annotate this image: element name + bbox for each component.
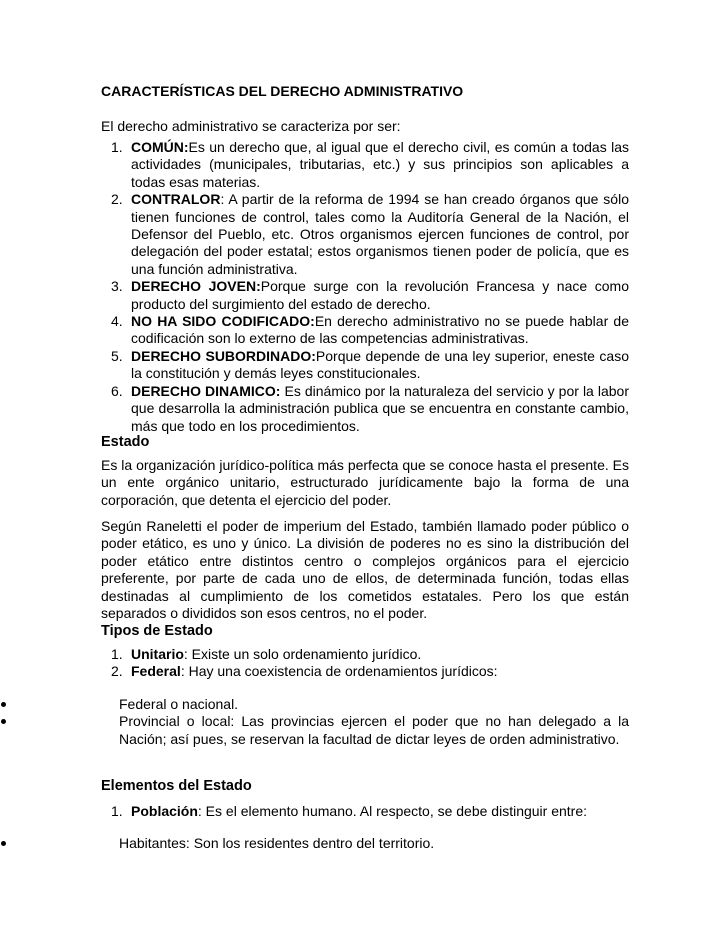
list-item [101, 191, 629, 278]
list-number: 1. [111, 803, 123, 819]
list-number: 2. [111, 663, 123, 680]
list-text: Es un derecho que, al igual que el derecho civil, es común a todas las actividades (municipales, tributarias, etc.) y sus principios son aplicables a todas esas materias. [131, 139, 629, 190]
list-number: 2. [111, 191, 123, 208]
list-term: Población [131, 803, 198, 819]
list-item [101, 313, 629, 348]
list-number: 1. [111, 646, 123, 662]
intro-text: El derecho administrativo se caracteriza por ser: [101, 118, 401, 134]
section-heading-elementos: Elementos del Estado [101, 778, 252, 794]
estado-paragraph-2: Según Raneletti el poder de imperium del Estado, también llamado poder público o poder etático, es uno y único. La división de poderes no es sino la distribución del poder etático entre distintos centro o complejos orgánicos para el ejercicio preferente, por parte de cada uno de ellos, de determinada función, todas ellas destinadas al cumplimiento de los cometidos estatales. Pero los que están separados o divididos son esos centros, no el poder. [101, 518, 629, 622]
list-number: 5. [111, 347, 123, 364]
list-number: 3. [111, 278, 123, 295]
list-item [101, 278, 629, 313]
bullet-text: Provincial o local: Las provincias ejercen el poder que no han delegado a la Nación; así pues, se reservan la facultad de dictar leyes de orden administrativo. [119, 713, 629, 747]
list-term: NO HA SIDO CODIFICADO: [131, 313, 315, 330]
list-text: : Es el elemento humano. Al respecto, se debe distinguir entre: [197, 803, 588, 819]
page-title: CARACTERÍSTICAS DEL DERECHO ADMINISTRATIVO [101, 83, 464, 99]
list-item [101, 348, 629, 383]
bullet-item [0, 696, 629, 713]
list-number: 1. [111, 139, 123, 155]
bullet-text: Habitantes: Son los residentes dentro del territorio. [119, 835, 435, 851]
list-term: DERECHO SUBORDINADO: [131, 347, 316, 364]
list-term: COMÚN: [131, 139, 189, 155]
list-term: Federal [131, 663, 181, 680]
list-item [101, 139, 629, 191]
list-text: Es dinámico por la naturaleza del servicio y por la labor que desarrolla la administración publica que se encuentra en constante cambio, más que todo en los procedimientos. [131, 382, 629, 434]
bullet-item [0, 713, 629, 748]
tipos-list [101, 646, 629, 681]
caracteristicas-list [101, 139, 629, 435]
list-item [101, 663, 629, 680]
list-term: DERECHO DINAMICO: [131, 382, 281, 399]
tipos-bullet-list [0, 696, 629, 748]
elementos-bullet-list [0, 835, 629, 852]
list-text: Porque surge con la revolución Francesa y nace como producto del surgimiento del estado de derecho. [131, 278, 630, 312]
section-heading-tipos: Tipos de Estado [101, 623, 213, 639]
list-term: Unitario [131, 646, 184, 662]
list-text: Porque depende de una ley superior, eneste caso la constitución y demás leyes constitucionales. [131, 347, 629, 382]
list-text: : Hay una coexistencia de ordenamientos jurídicos: [180, 663, 498, 680]
list-term: DERECHO JOVEN: [131, 278, 261, 295]
estado-paragraph-1: Es la organización jurídico-política más perfecta que se conoce hasta el presente. Es un ente orgánico unitario, estructurado jurídicamente bajo la forma de una corporación, que detenta el ejercicio del poder. [101, 457, 629, 508]
bullet-text: Federal o nacional. [119, 696, 239, 712]
section-heading-estado: Estado [101, 434, 150, 450]
list-item [101, 646, 629, 663]
list-number: 4. [111, 313, 123, 330]
list-text: En derecho administrativo no se puede hablar de codificación son lo externo de las competencias administrativas. [131, 313, 630, 347]
bullet-item [0, 835, 629, 852]
list-item [101, 383, 629, 435]
elementos-list [101, 803, 629, 820]
list-text: : A partir de la reforma de 1994 se han creado órganos que sólo tienen funciones de control, tales como la Auditoría General de la Nación, el Defensor del Pueblo, etc. Otros organismos ejercen funciones de control, por delegación del poder estatal; estos organismos tienen poder de policía, que es una función administrativa. [131, 191, 629, 277]
list-text: : Existe un solo ordenamiento jurídico. [183, 646, 422, 662]
list-term: CONTRALOR [131, 191, 221, 208]
list-item [101, 803, 629, 820]
list-number: 6. [111, 382, 123, 399]
